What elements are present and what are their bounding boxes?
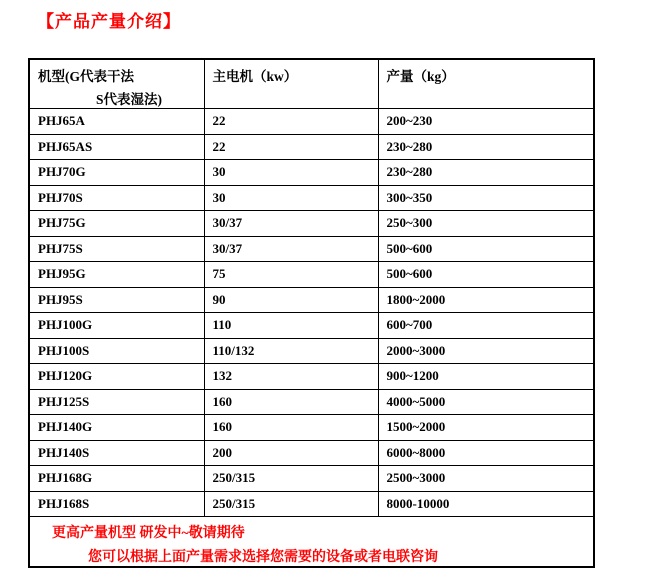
footer-note-cell bbox=[29, 517, 594, 568]
footer-row bbox=[29, 517, 594, 568]
table-row bbox=[29, 262, 594, 288]
output-cell: 230~280 bbox=[378, 160, 594, 186]
table-row bbox=[29, 364, 594, 390]
motor-cell: 22 bbox=[204, 109, 378, 135]
model-cell: PHJ140S bbox=[29, 440, 204, 466]
header-output: 产量（kg） bbox=[378, 59, 594, 109]
motor-cell: 250/315 bbox=[204, 466, 378, 492]
header-model bbox=[29, 59, 204, 109]
header-model-line2: S代表湿法) bbox=[96, 92, 163, 107]
model-cell: PHJ70S bbox=[29, 185, 204, 211]
header-row bbox=[29, 59, 594, 109]
motor-cell: 160 bbox=[204, 389, 378, 415]
table-row bbox=[29, 185, 594, 211]
table-row bbox=[29, 236, 594, 262]
output-cell: 8000-10000 bbox=[378, 491, 594, 517]
table-row bbox=[29, 466, 594, 492]
motor-cell: 30/37 bbox=[204, 236, 378, 262]
output-cell: 1500~2000 bbox=[378, 415, 594, 441]
motor-cell: 22 bbox=[204, 134, 378, 160]
motor-cell: 200 bbox=[204, 440, 378, 466]
output-cell: 6000~8000 bbox=[378, 440, 594, 466]
motor-cell: 110/132 bbox=[204, 338, 378, 364]
table-row bbox=[29, 313, 594, 339]
output-cell: 900~1200 bbox=[378, 364, 594, 390]
model-cell: PHJ75G bbox=[29, 211, 204, 237]
motor-cell: 110 bbox=[204, 313, 378, 339]
output-cell: 2000~3000 bbox=[378, 338, 594, 364]
motor-cell: 30/37 bbox=[204, 211, 378, 237]
motor-cell: 75 bbox=[204, 262, 378, 288]
model-cell: PHJ100G bbox=[29, 313, 204, 339]
table-row bbox=[29, 440, 594, 466]
table-row bbox=[29, 415, 594, 441]
model-cell: PHJ95S bbox=[29, 287, 204, 313]
page-title: 【产品产量介绍】 bbox=[37, 12, 181, 31]
motor-cell: 250/315 bbox=[204, 491, 378, 517]
header-model-line1: 机型(G代表干法 bbox=[38, 69, 134, 84]
motor-cell: 90 bbox=[204, 287, 378, 313]
output-cell: 500~600 bbox=[378, 262, 594, 288]
table-row bbox=[29, 287, 594, 313]
model-cell: PHJ125S bbox=[29, 389, 204, 415]
product-spec-table bbox=[28, 58, 595, 568]
table-row bbox=[29, 109, 594, 135]
table-body bbox=[29, 109, 594, 517]
model-cell: PHJ70G bbox=[29, 160, 204, 186]
output-cell: 4000~5000 bbox=[378, 389, 594, 415]
model-cell: PHJ100S bbox=[29, 338, 204, 364]
model-cell: PHJ65AS bbox=[29, 134, 204, 160]
motor-cell: 160 bbox=[204, 415, 378, 441]
motor-cell: 132 bbox=[204, 364, 378, 390]
output-cell: 500~600 bbox=[378, 236, 594, 262]
table-row bbox=[29, 491, 594, 517]
output-cell: 200~230 bbox=[378, 109, 594, 135]
output-cell: 230~280 bbox=[378, 134, 594, 160]
output-cell: 1800~2000 bbox=[378, 287, 594, 313]
footer-note-line1: 更高产量机型 研发中~敬请期待 bbox=[52, 526, 245, 541]
footer-note-line2: 您可以根据上面产量需求选择您需要的设备或者电联咨询 bbox=[88, 550, 438, 565]
model-cell: PHJ65A bbox=[29, 109, 204, 135]
table-row bbox=[29, 338, 594, 364]
output-cell: 300~350 bbox=[378, 185, 594, 211]
header-motor: 主电机（kw） bbox=[204, 59, 378, 109]
model-cell: PHJ75S bbox=[29, 236, 204, 262]
model-cell: PHJ168S bbox=[29, 491, 204, 517]
model-cell: PHJ168G bbox=[29, 466, 204, 492]
model-cell: PHJ95G bbox=[29, 262, 204, 288]
model-cell: PHJ140G bbox=[29, 415, 204, 441]
table-row bbox=[29, 160, 594, 186]
motor-cell: 30 bbox=[204, 160, 378, 186]
model-cell: PHJ120G bbox=[29, 364, 204, 390]
motor-cell: 30 bbox=[204, 185, 378, 211]
table-row bbox=[29, 211, 594, 237]
output-cell: 2500~3000 bbox=[378, 466, 594, 492]
table-row bbox=[29, 389, 594, 415]
table-row bbox=[29, 134, 594, 160]
output-cell: 600~700 bbox=[378, 313, 594, 339]
output-cell: 250~300 bbox=[378, 211, 594, 237]
